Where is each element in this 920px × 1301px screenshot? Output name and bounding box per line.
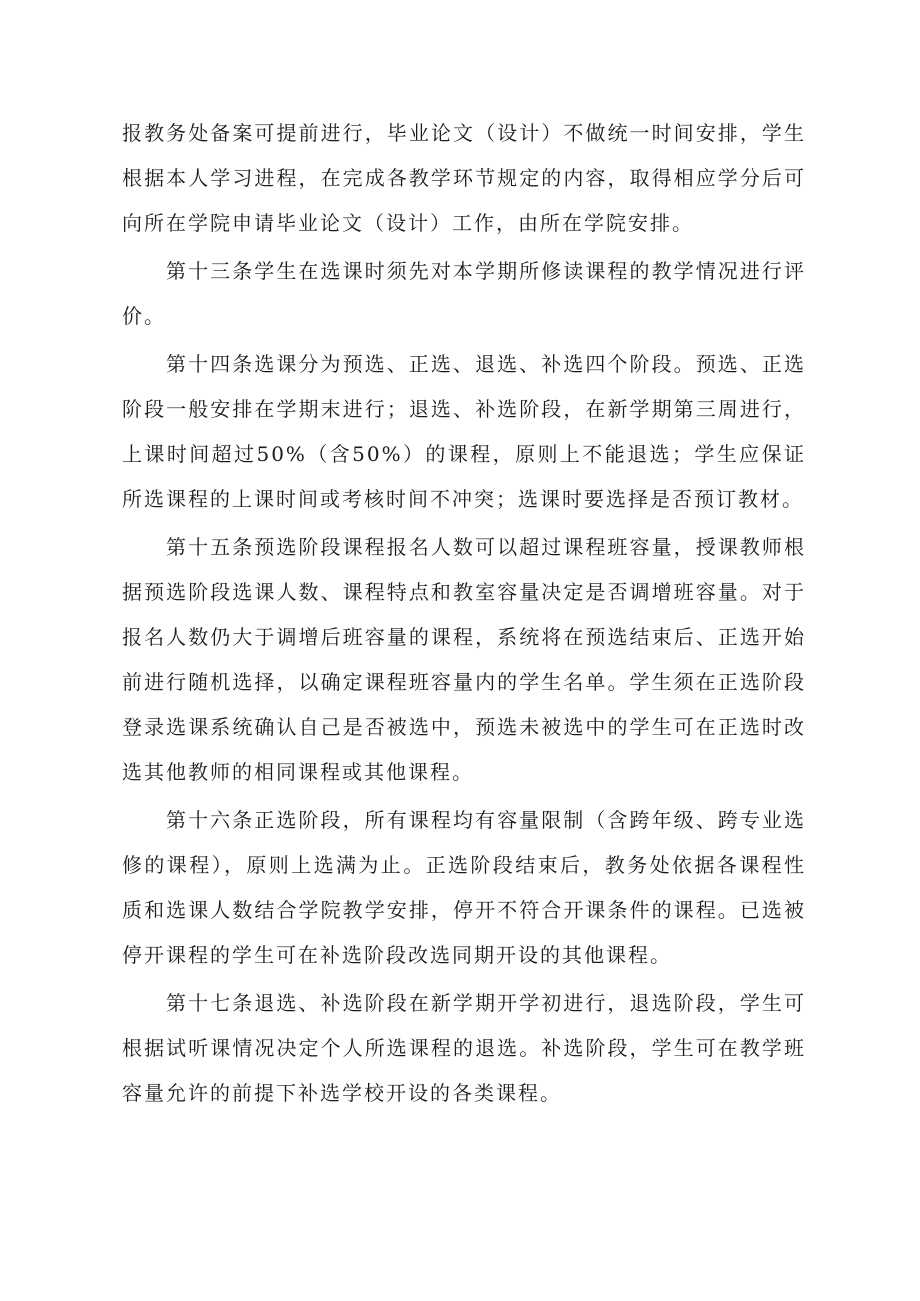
paragraph-article-15: 第十五条预选阶段课程报名人数可以超过课程班容量，授课教师根据预选阶段选课人数、课程特点和教室容量决定是否调增班容量。对于报名人数仍大于调增后班容量的课程，系统将在预选结束后、正选开始前进行随机选择，以确定课程班容量内的学生名单。学生须在正选阶段登录选课系统确认自己是否被选中，预选未被选中的学生可在正选时改选其他教师的相同课程或其他课程。 — [122, 535, 806, 784]
paragraph-article-16: 第十六条正选阶段，所有课程均有容量限制（含跨年级、跨专业选修的课程），原则上选满为止。正选阶段结束后，教务处依据各课程性质和选课人数结合学院教学安排，停开不符合开课条件的课程。已选被停开课程的学生可在补选阶段改选同期开设的其他课程。 — [122, 808, 806, 967]
paragraph-continued: 报教务处备案可提前进行，毕业论文（设计）不做统一时间安排，学生根据本人学习进程，在完成各教学环节规定的内容，取得相应学分后可向所在学院申请毕业论文（设计）工作，由所在学院安排。 — [122, 121, 806, 235]
paragraph-article-13: 第十三条学生在选课时须先对本学期所修读课程的教学情况进行评价。 — [122, 259, 806, 328]
document-body — [122, 111, 806, 1119]
paragraph-article-17: 第十七条退选、补选阶段在新学期开学初进行，退选阶段，学生可根据试听课情况决定个人所选课程的退选。补选阶段，学生可在教学班容量允许的前提下补选学校开设的各类课程。 — [122, 991, 806, 1105]
paragraph-article-14: 第十四条选课分为预选、正选、退选、补选四个阶段。预选、正选阶段一般安排在学期末进行；退选、补选阶段，在新学期第三周进行，上课时间超过50%（含50%）的课程，原则上不能退选；学生应保证所选课程的上课时间或考核时间不冲突；选课时要选择是否预订教材。 — [122, 352, 806, 511]
